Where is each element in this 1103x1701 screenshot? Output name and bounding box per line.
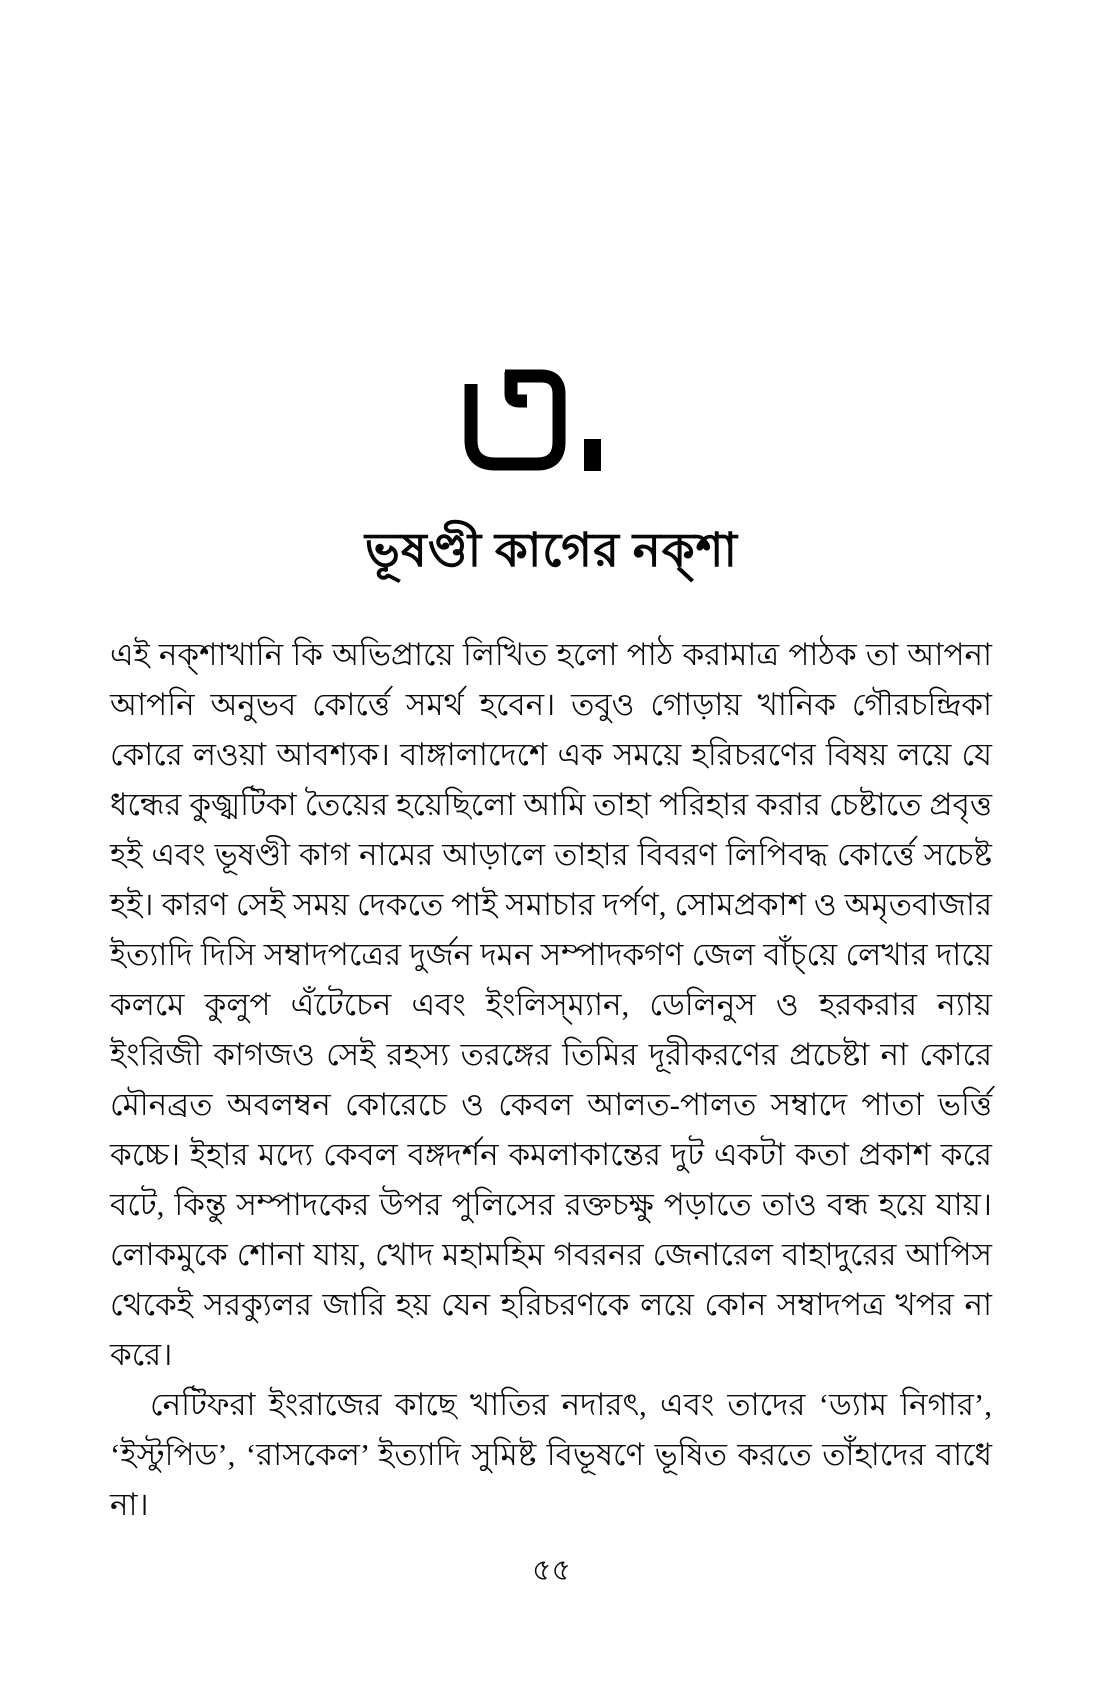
paragraph-1: এই নক্‌শাখানি কি অভিপ্রায়ে লিখিত হলো পাঠ করামাত্র পাঠক তা আপনা আপনি অনুভব কোর্ত্তে সমর্থ হবেন। তবুও গোড়ায় খানিক গৌরচন্দ্রিকা কোরে লওয়া আবশ্যক। বাঙ্গালাদেশে এক সময়ে হরিচরণের বিষয় লয়ে যে ধন্ধের কুজ্ঝটিকা তৈয়ের হয়েছিলো আমি তাহা পরিহার করার চেষ্টাতে প্রবৃত্ত হই এবং ভূষণ্ডী কাগ নামের আড়ালে তাহার বিবরণ লিপিবদ্ধ কোর্ত্তে সচেষ্ট হই। কারণ সেই সময় দেকতে পাই সমাচার দর্পণ, সোমপ্রকাশ ও অমৃতবাজার ইত্যাদি দিসি সম্বাদপত্রের দুর্জন দমন সম্পাদকগণ জেল বাঁচ্‌য়ে লেখার দায়ে কলমে কুলুপ এঁটেচেন এবং ইংলিস্‌ম্যান, ডেলিনুস ও হরকরার ন্যায় ইংরিজী কাগজও সেই রহস্য তরঙ্গের তিমির দূরীকরণের প্রচেষ্টা না কোরে মৌনব্রত অবলম্বন কোরেচে ও কেবল আলত-পালত সম্বাদে পাতা ভর্ত্তি কচ্চে। ইহার মদ্যে কেবল বঙ্গদর্শন কমলাকান্তের দুট একটা কতা প্রকাশ করে বটে, কিন্তু সম্পাদকের উপর পুলিসের রক্তচক্ষু পড়াতে তাও বন্ধ হয়ে যায়। লোকমুকে শোনা যায়, খোদ মহামহিম গবরনর জেনারেল বাহাদুরের আপিস থেকেই সরক্যুলর জারি হয় যেন হরিচরণকে লয়ে কোন সম্বাদপত্র খপর না করে। — [110, 637, 992, 1372]
chapter-number — [459, 364, 609, 482]
body-text — [110, 630, 992, 1530]
page-number: ৫৫ — [532, 1554, 571, 1587]
chapter-number-glyph — [459, 364, 609, 482]
paragraph-2: নেটিফরা ইংরাজের কাছে খাতির নদারৎ, এবং তাদের ‘ড্যাম নিগার’, ‘ইস্টুপিড’, ‘রাসকেল’ ইত্যাদি সুমিষ্ট বিভূষণে ভূষিত করতে তাঁহাদের বাধে না। — [110, 1387, 992, 1522]
chapter-number-text — [459, 482, 460, 483]
period-dot — [584, 439, 601, 471]
chapter-title: ভূষণ্ডী কাগের নক্‌শা — [364, 525, 739, 577]
